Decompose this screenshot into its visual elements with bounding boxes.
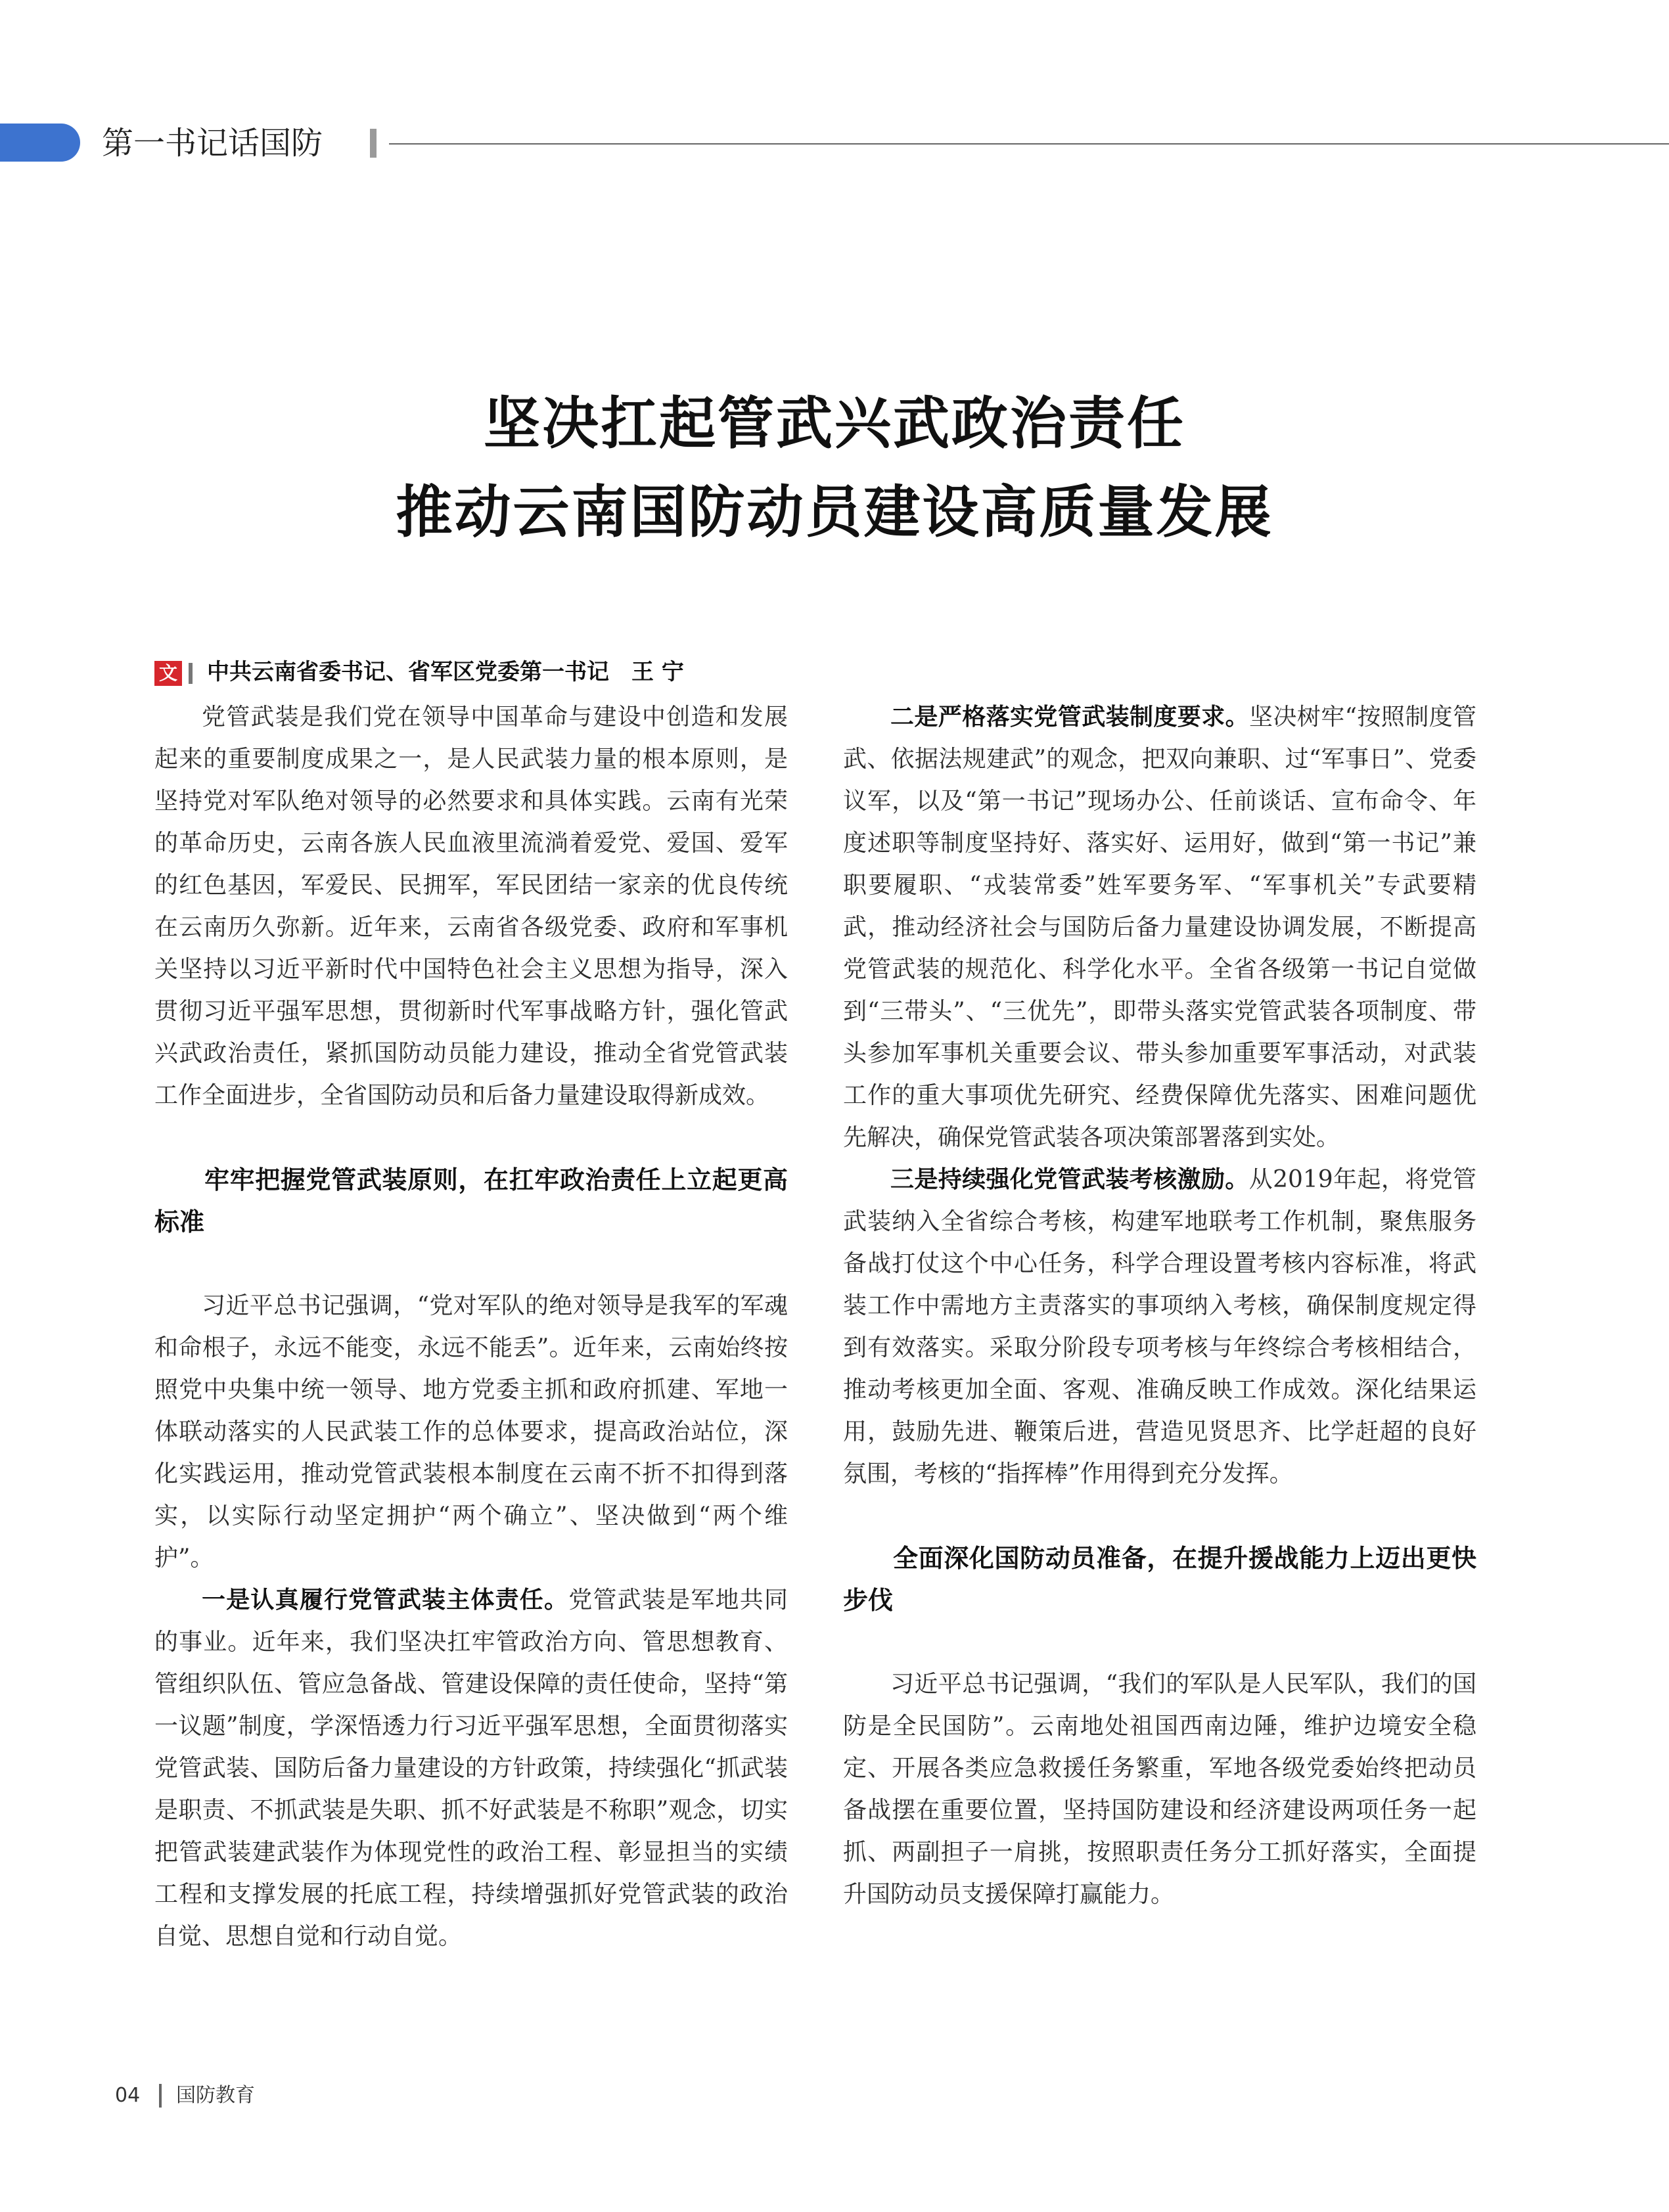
byline-text: 中共云南省委书记、省军区党委第一书记 王 宁 [207, 659, 684, 685]
magazine-name: 国防教育 [176, 2084, 255, 2107]
paragraph-lead: 三是持续强化党管武装考核激励。 [890, 1166, 1249, 1193]
paragraph [843, 696, 1476, 1159]
paragraph [154, 1579, 788, 1958]
paragraph-body: 党管武装是军地共同的事业。近年来，我们坚决扛牢管政治方向、管思想教育、管组织队伍、管应急备战、管建设保障的责任使命，坚持“第一议题”制度，学深悟透力行习近平强军思想，全面贯彻落实党管武装、国防后备力量建设的方针政策，持续强化“抓武装是职责、不抓武装是失职、抓不好武装是不称职”观念，切实把管武装建武装作为体现党性的政治工程、彰显担当的实绩工程和支撑发展的托底工程，持续增强抓好党管武装的政治自觉、思想自觉和行动自觉。 [154, 1587, 788, 1950]
paragraph [843, 1159, 1476, 1495]
page-number: 04 [115, 2084, 141, 2107]
byline [154, 656, 812, 688]
paragraph-intro: 党管武装是我们党在领导中国革命与建设中创造和发展起来的重要制度成果之一，是人民武装力量的根本原则，是坚持党对军队绝对领导的必然要求和具体实践。云南有光荣的革命历史，云南各族人民血液里流淌着爱党、爱国、爱军的红色基因，军爱民、民拥军，军民团结一家亲的优良传统在云南历久弥新。近年来，云南省各级党委、政府和军事机关坚持以习近平新时代中国特色社会主义思想为指导，深入贯彻习近平强军思想，贯彻新时代军事战略方针，强化管武兴武政治责任，紧抓国防动员能力建设，推动全省党管武装工作全面进步，全省国防动员和后备力量建设取得新成效。 [154, 704, 788, 1109]
article-title-line-2: 推动云南国防动员建设高质量发展 [396, 480, 1273, 545]
section-label: 第一书记话国防 [102, 125, 323, 162]
header-rule [389, 143, 1669, 145]
paragraph-body: 坚决树牢“按照制度管武、依据法规建武”的观念，把双向兼职、过“军事日”、党委议军，以及“第一书记”现场办公、任前谈话、宣布命令、年度述职等制度坚持好、落实好、运用好，做到“第一书记”兼职要履职、“戎装常委”姓军要务军、“军事机关”专武要精武，推动经济社会与国防后备力量建设协调发展，不断提高党管武装的规范化、科学化水平。全省各级第一书记自觉做到“三带头”、“三优先”，即带头落实党管武装各项制度、带头参加军事机关重要会议、带头参加重要军事活动，对武装工作的重大事项优先研究、经费保障优先落实、困难问题优先解决，确保党管武装各项决策部署落到实处。 [843, 704, 1476, 1151]
footer-divider [159, 2084, 162, 2108]
paragraph: 习近平总书记强调，“我们的军队是人民军队，我们的国防是全民国防”。云南地处祖国西南边陲，维护边境安全稳定、开展各类应急救援任务繁重，军地各级党委始终把动员备战摆在重要位置，坚持国防建设和经济建设两项任务一起抓、两副担子一肩挑，按照职责任务分工抓好落实，全面提升国防动员支援保障打赢能力。 [843, 1671, 1476, 1908]
paragraph-body: 从2019年起，将党管武装纳入全省综合考核，构建军地联考工作机制，聚焦服务备战打仗这个中心任务，科学合理设置考核内容标准，将武装工作中需地方主责落实的事项纳入考核，确保制度规定得到有效落实。采取分阶段专项考核与年终综合考核相结合，推动考核更加全面、客观、准确反映工作成效。深化结果运用，鼓励先进、鞭策后进，营造见贤思齐、比学赶超的良好氛围，考核的“指挥棒”作用得到充分发挥。 [843, 1166, 1476, 1487]
paragraph-lead: 二是严格落实党管武装制度要求。 [890, 704, 1249, 731]
paragraph-lead: 一是认真履行党管武装主体责任。 [202, 1587, 569, 1614]
paragraph: 习近平总书记强调，“党对军队的绝对领导是我军的军魂和命根子，永远不能变，永远不能丢”。近年来，云南始终按照党中央集中统一领导、地方党委主抓和政府抓建、军地一体联动落实的人民武装工作的总体要求，提高政治站位，深化实践运用，推动党管武装根本制度在云南不折不扣得到落实，以实际行动坚定拥护“两个确立”、坚决做到“两个维护”。 [154, 1292, 788, 1571]
section-heading-1: 牢牢把握党管武装原则，在扛牢政治责任上立起更高标准 [154, 1165, 788, 1236]
section-tab-marker [0, 124, 80, 162]
left-column [154, 696, 788, 1958]
right-column [843, 696, 1476, 1916]
byline-divider [189, 663, 193, 684]
header-divider-tick [370, 129, 377, 158]
author-mark-icon: 文 [154, 661, 182, 686]
section-heading-2: 全面深化国防动员准备，在提升援战能力上迈出更快步伐 [843, 1544, 1476, 1615]
article-title-line-1: 坚决扛起管武兴武政治责任 [484, 391, 1185, 457]
